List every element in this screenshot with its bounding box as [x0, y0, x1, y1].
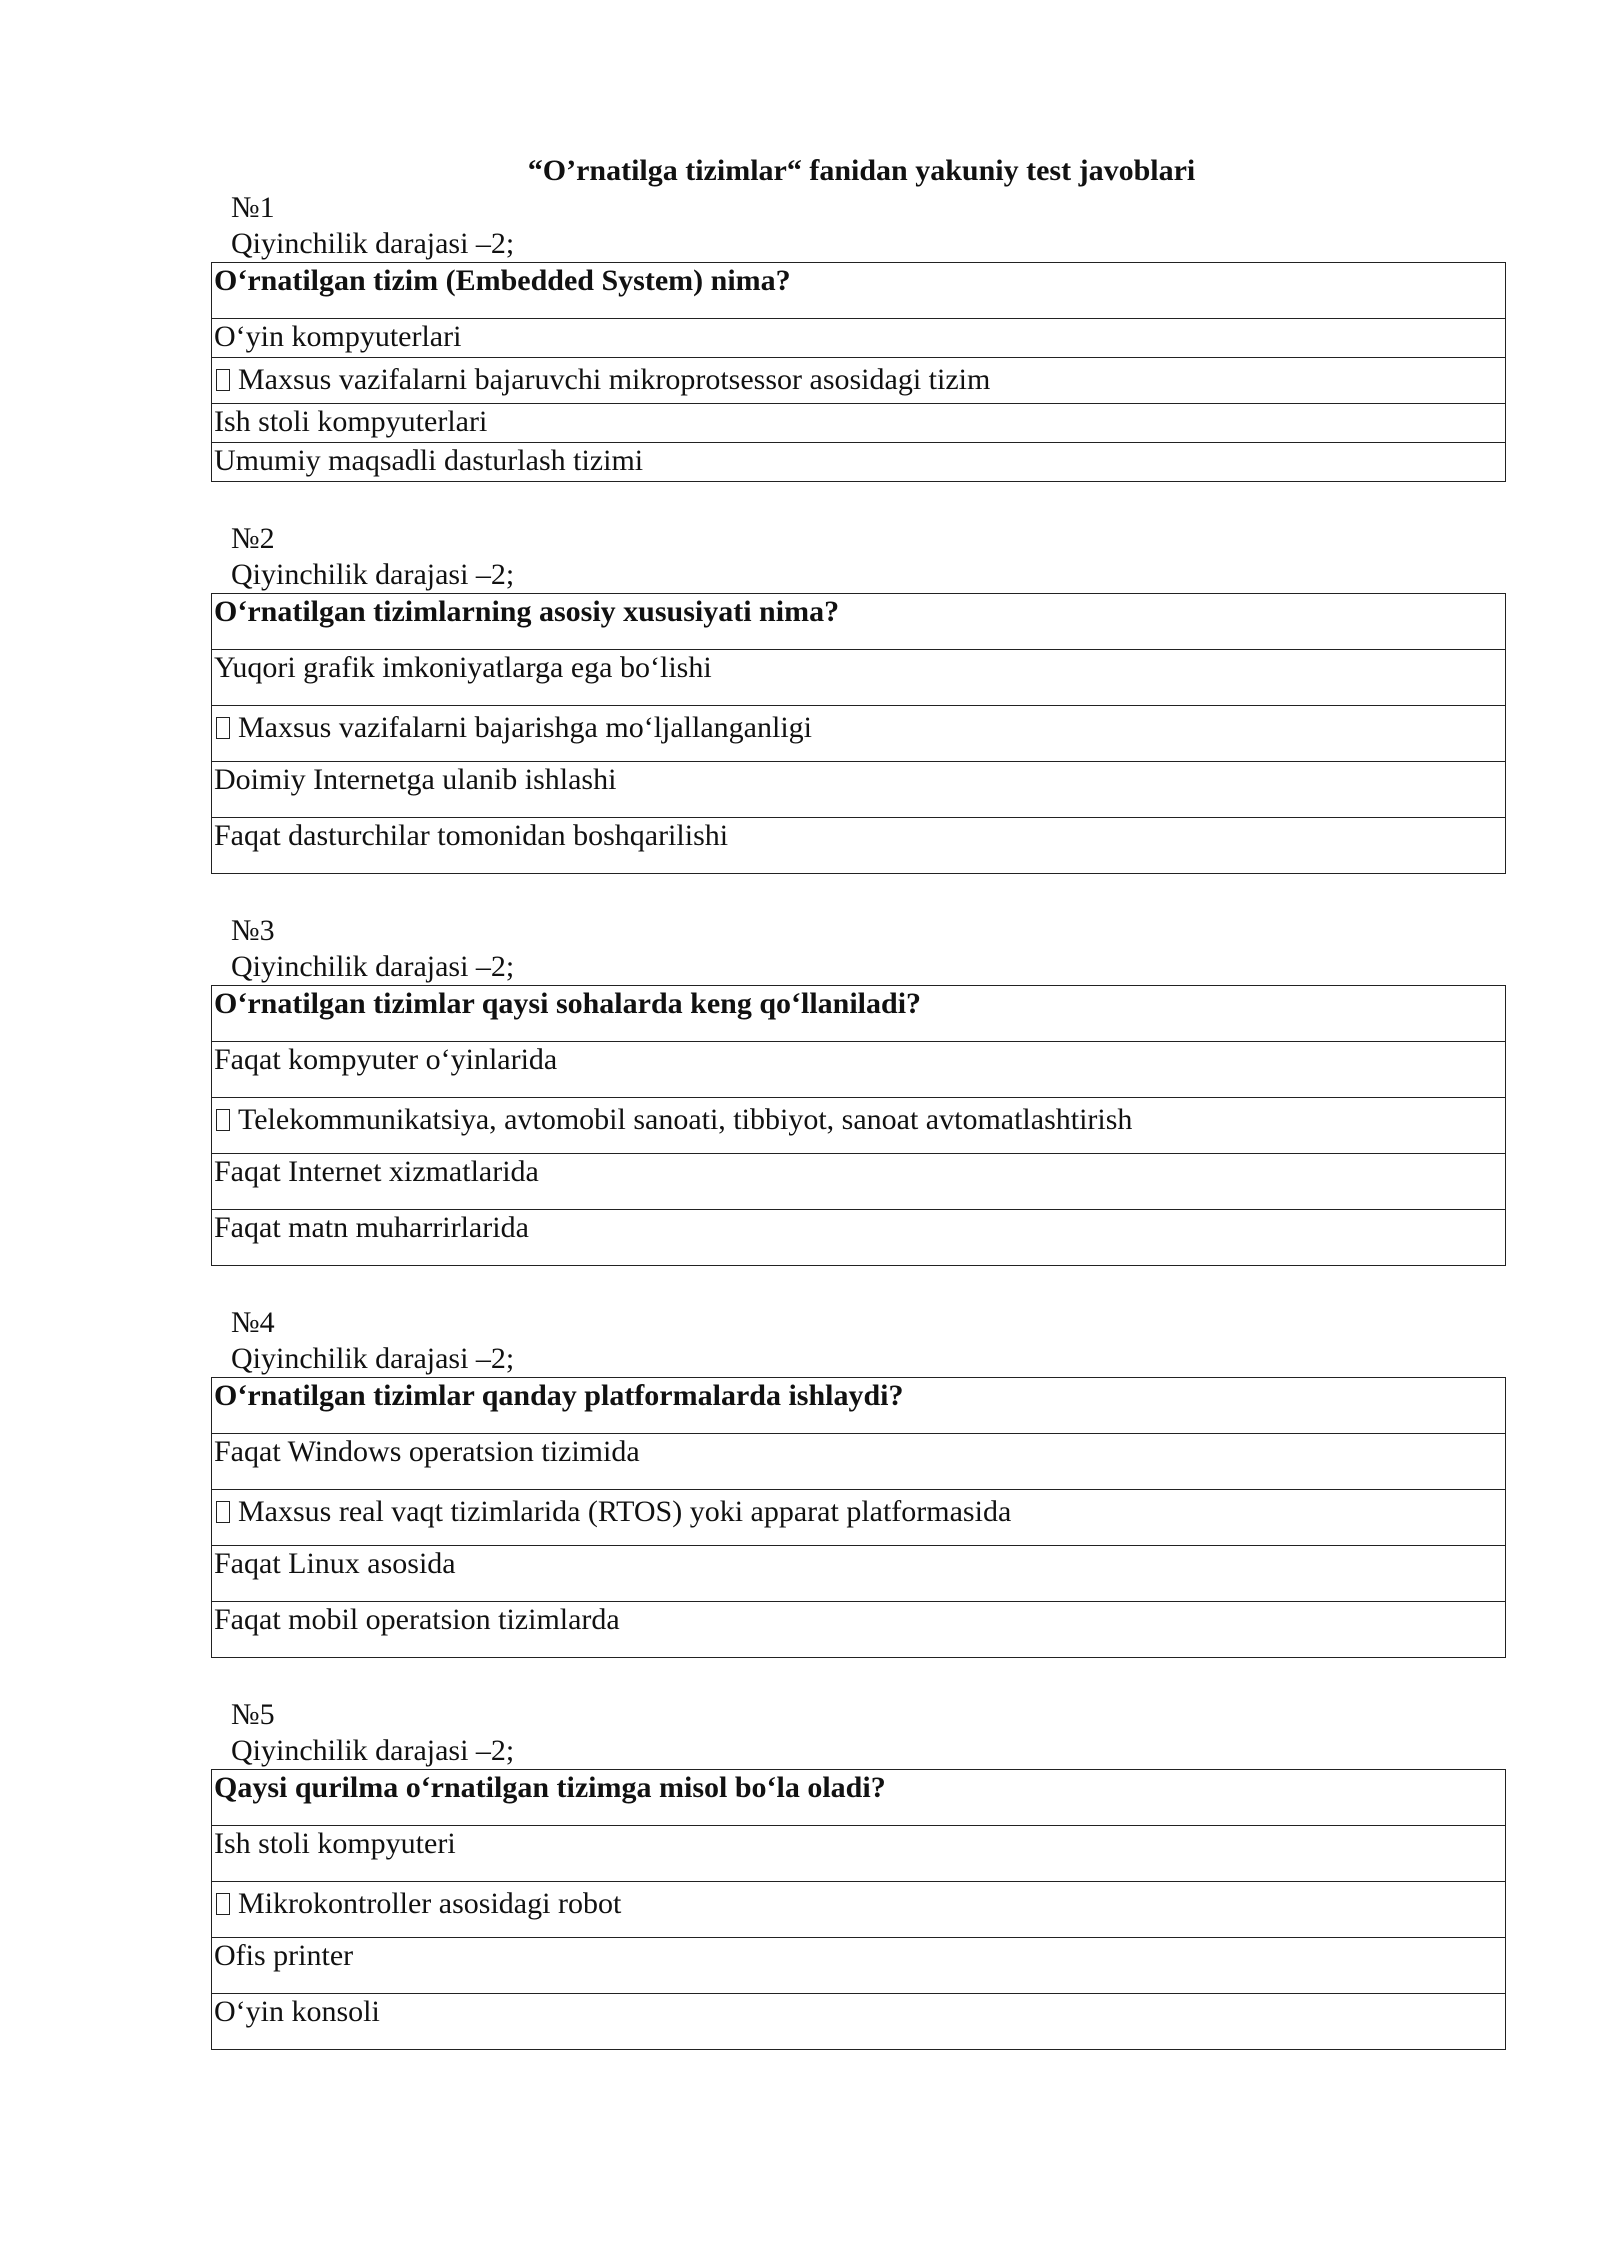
option-cell-correct — [212, 358, 1506, 404]
checkbox-icon — [216, 1501, 230, 1523]
option-text: Faqat Internet xizmatlarida — [212, 1154, 1506, 1210]
option-row — [212, 1546, 1506, 1602]
question-row — [212, 1378, 1506, 1434]
option-row — [212, 443, 1506, 482]
question-block-2 — [211, 521, 1506, 874]
question-number: №1 — [231, 191, 275, 224]
option-text: Ish stoli kompyuterlari — [212, 404, 1506, 443]
question-table — [211, 593, 1506, 874]
option-row — [212, 818, 1506, 874]
option-row-correct — [212, 358, 1506, 404]
option-text: Faqat kompyuter o‘yinlarida — [212, 1042, 1506, 1098]
question-table — [211, 262, 1506, 482]
checkbox-icon — [216, 369, 230, 391]
question-table — [211, 985, 1506, 1266]
difficulty-label: Qiyinchilik darajasi –2; — [231, 1734, 515, 1767]
option-row — [212, 1826, 1506, 1882]
question-row — [212, 986, 1506, 1042]
option-row-correct — [212, 1098, 1506, 1154]
option-text: Faqat mobil operatsion tizimlarda — [212, 1602, 1506, 1658]
option-row — [212, 1994, 1506, 2050]
question-row — [212, 594, 1506, 650]
option-row — [212, 404, 1506, 443]
option-row-correct — [212, 1882, 1506, 1938]
question-text: O‘rnatilgan tizimlar qaysi sohalarda keng qo‘llaniladi? — [212, 986, 1506, 1042]
option-row — [212, 1938, 1506, 1994]
option-row — [212, 650, 1506, 706]
difficulty-label: Qiyinchilik darajasi –2; — [231, 950, 515, 983]
question-block-4 — [211, 1305, 1506, 1658]
checkbox-icon — [216, 717, 230, 739]
option-cell-correct — [212, 1882, 1506, 1938]
option-text: Maxsus real vaqt tizimlarida (RTOS) yoki apparat platformasida — [238, 1495, 1012, 1528]
option-text: O‘yin kompyuterlari — [212, 319, 1506, 358]
question-number: №5 — [231, 1698, 275, 1731]
option-text: Ofis printer — [212, 1938, 1506, 1994]
option-row — [212, 1042, 1506, 1098]
difficulty-label: Qiyinchilik darajasi –2; — [231, 227, 515, 260]
difficulty-label: Qiyinchilik darajasi –2; — [231, 558, 515, 591]
question-block-1 — [211, 190, 1506, 482]
question-table — [211, 1769, 1506, 2050]
checkbox-icon — [216, 1893, 230, 1915]
difficulty-label: Qiyinchilik darajasi –2; — [231, 1342, 515, 1375]
option-cell-correct — [212, 1490, 1506, 1546]
option-row — [212, 1602, 1506, 1658]
option-text: Ish stoli kompyuteri — [212, 1826, 1506, 1882]
question-text: O‘rnatilgan tizimlarning asosiy xususiyati nima? — [212, 594, 1506, 650]
question-number: №3 — [231, 914, 275, 947]
question-block-3 — [211, 913, 1506, 1266]
question-row — [212, 1770, 1506, 1826]
option-row — [212, 319, 1506, 358]
option-row — [212, 762, 1506, 818]
option-text: Mikrokontroller asosidagi robot — [238, 1887, 622, 1920]
option-row — [212, 1434, 1506, 1490]
option-text: Faqat Windows operatsion tizimida — [212, 1434, 1506, 1490]
option-row — [212, 1154, 1506, 1210]
option-text: Yuqori grafik imkoniyatlarga ega bo‘lishi — [212, 650, 1506, 706]
option-text: Umumiy maqsadli dasturlash tizimi — [212, 443, 1506, 482]
checkbox-icon — [216, 1109, 230, 1131]
question-number: №2 — [231, 522, 275, 555]
option-text: Maxsus vazifalarni bajarishga mo‘ljallanganligi — [238, 711, 812, 744]
question-table — [211, 1377, 1506, 1658]
option-text: Faqat Linux asosida — [212, 1546, 1506, 1602]
question-block-5 — [211, 1697, 1506, 2050]
question-text: O‘rnatilgan tizim (Embedded System) nima? — [212, 263, 1506, 319]
option-text: Doimiy Internetga ulanib ishlashi — [212, 762, 1506, 818]
question-number: №4 — [231, 1306, 275, 1339]
question-text: O‘rnatilgan tizimlar qanday platformalarda ishlaydi? — [212, 1378, 1506, 1434]
option-cell-correct — [212, 1098, 1506, 1154]
option-row — [212, 1210, 1506, 1266]
option-text: O‘yin konsoli — [212, 1994, 1506, 2050]
option-row-correct — [212, 706, 1506, 762]
page-title: “O’rnatilga tizimlar“ fanidan yakuniy test javoblari — [527, 154, 1196, 187]
option-row-correct — [212, 1490, 1506, 1546]
option-text: Telekommunikatsiya, avtomobil sanoati, tibbiyot, sanoat avtomatlashtirish — [238, 1103, 1133, 1136]
option-cell-correct — [212, 706, 1506, 762]
option-text: Faqat dasturchilar tomonidan boshqarilishi — [212, 818, 1506, 874]
option-text: Maxsus vazifalarni bajaruvchi mikroprotsessor asosidagi tizim — [238, 363, 991, 396]
question-row — [212, 263, 1506, 319]
option-text: Faqat matn muharrirlarida — [212, 1210, 1506, 1266]
question-text: Qaysi qurilma o‘rnatilgan tizimga misol bo‘la oladi? — [212, 1770, 1506, 1826]
